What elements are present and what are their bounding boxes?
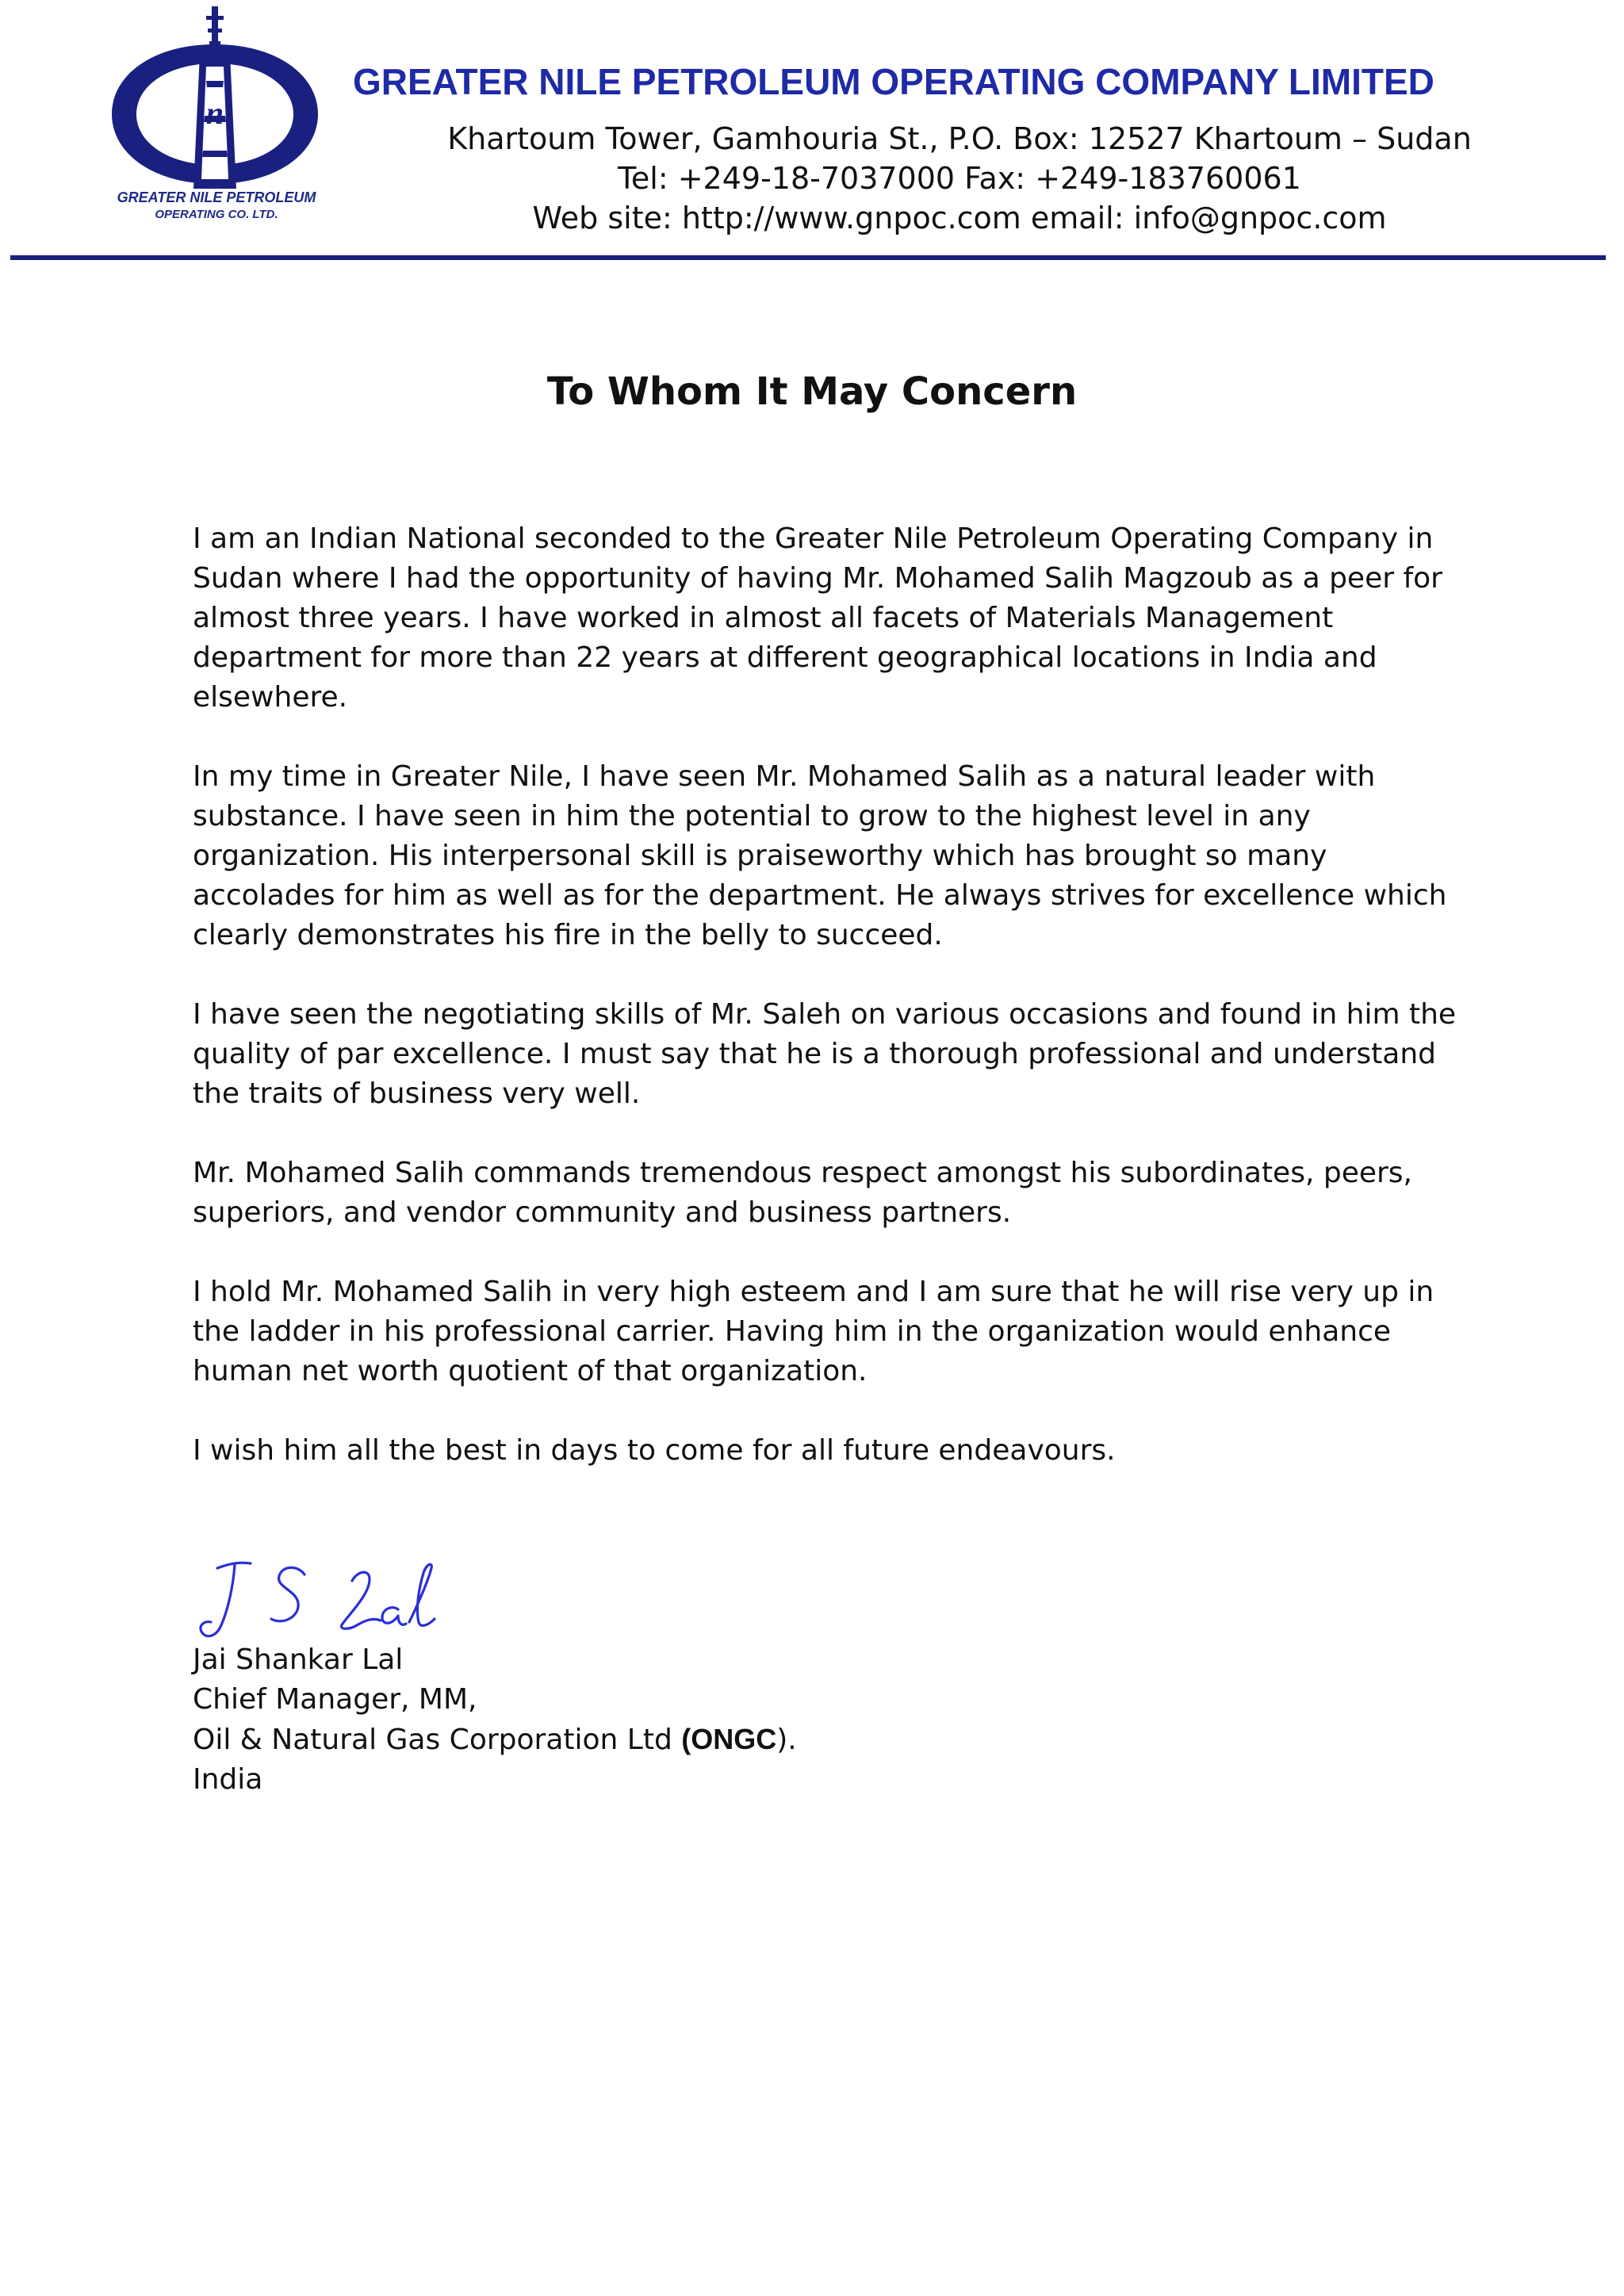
company-name-text: Oil & Natural Gas Corporation Ltd <box>193 1724 682 1756</box>
phone-fax-line: Tel: +249-18-7037000 Fax: +249-183760061 <box>618 161 1301 196</box>
handwritten-signature <box>193 1554 455 1649</box>
paragraph: I hold Mr. Mohamed Salih in very high esteem and I am sure that he will rise very up in the ladder in his professional carrier. Having him in the organization would enhance human net worth quotient of that organization. <box>193 1276 1434 1387</box>
paragraph: In my time in Greater Nile, I have seen Mr. Mohamed Salih as a natural leader with substance. I have seen in him the potential to grow to the highest level in any organization. His interpersonal skill is praiseworthy which has brought so many accolades for him as well as for the department. He always strives for excellence which clearly demonstrates his fire in the belly to succeed. <box>193 760 1447 951</box>
company-name: GREATER NILE PETROLEUM OPERATING COMPANY LIMITED <box>353 61 1434 102</box>
letter-title: To Whom It May Concern <box>546 369 1078 414</box>
web-email-line: Web site: http://www.gnpoc.com email: info@gnpoc.com <box>532 201 1387 235</box>
logo-caption-line2: OPERATING CO. LTD. <box>155 208 278 221</box>
letter-body <box>193 519 1461 1510</box>
company-suffix: ). <box>776 1724 797 1756</box>
signatory-designation: Chief Manager, MM, <box>193 1683 477 1716</box>
paragraph: I wish him all the best in days to come for all future endeavours. <box>193 1434 1116 1467</box>
paragraph: I have seen the negotiating skills of Mr. Saleh on various occasions and found in him the quality of par excellence. I must say that he is a thorough professional and understand the traits of business very well. <box>193 998 1457 1110</box>
signatory-block <box>193 1640 797 1800</box>
signatory-country: India <box>193 1763 263 1796</box>
paragraph: Mr. Mohamed Salih commands tremendous respect amongst his subordinates, peers, superiors, and vendor community and business partners. <box>193 1157 1412 1229</box>
company-paren-open: ( <box>681 1723 691 1755</box>
address-line: Khartoum Tower, Gamhouria St., P.O. Box: 12527 Khartoum – Sudan <box>447 121 1472 156</box>
logo-caption-line1: GREATER NILE PETROLEUM <box>117 189 316 205</box>
signatory-company <box>193 1720 797 1760</box>
company-address <box>333 119 1586 238</box>
signatory-name: Jai Shankar Lal <box>193 1644 404 1676</box>
header-divider <box>10 255 1606 260</box>
svg-text:n: n <box>205 95 224 131</box>
paragraph: I am an Indian National seconded to the Greater Nile Petroleum Operating Company in Sudan where I had the opportunity of having Mr. Mohamed Salih Magzoub as a peer for almost three years. I have worked in almost all facets of Materials Management department for more than 22 years at different geographical locations in India and elsewhere. <box>193 522 1442 714</box>
logo-caption <box>94 189 339 224</box>
company-abbreviation: ONGC <box>691 1723 777 1755</box>
